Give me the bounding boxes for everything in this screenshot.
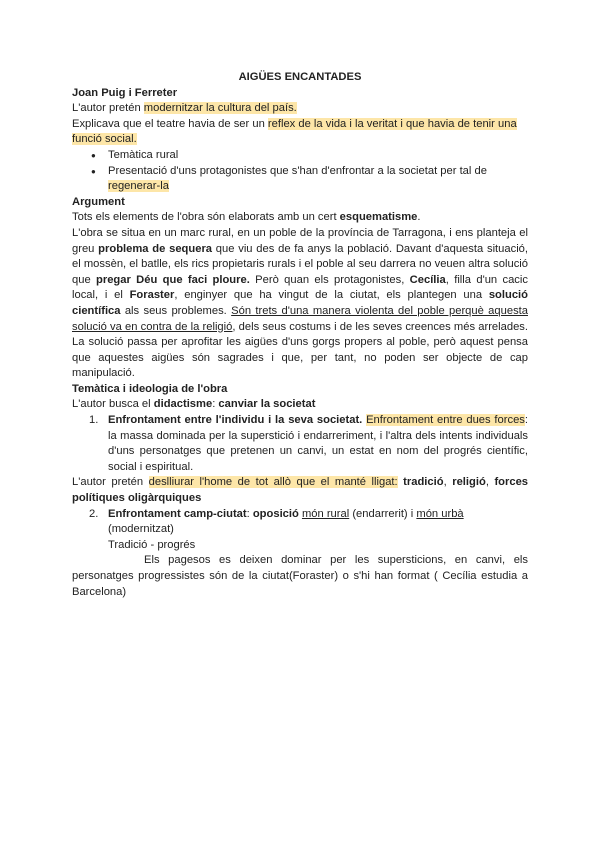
document-page xyxy=(72,70,528,600)
bold-text: religió xyxy=(452,476,486,489)
text: : xyxy=(246,507,253,520)
argument-paragraph-2 xyxy=(72,226,528,382)
item-number: 2. xyxy=(89,507,99,520)
text: . xyxy=(417,211,421,224)
underlined-text: món urbà xyxy=(416,507,464,520)
bold-text: forces polítiques oligàrquiques xyxy=(72,476,529,505)
item-body xyxy=(108,507,528,538)
argument-paragraph-1 xyxy=(72,210,528,226)
text: que viu des de fa anys la població. Davant d'aquesta situació, el mossèn, el batlle, els rics propietaris rurals i el poble al seu darrera no veuen altra solució que xyxy=(72,242,529,286)
text: , enginyer que ha vingut de la ciutat, els plantegen una xyxy=(174,289,489,302)
tradicio-progres: Tradició - progrés xyxy=(108,538,196,551)
highlight: Enfrontament entre dues forces xyxy=(366,414,525,427)
bold-text: didactisme xyxy=(153,398,213,411)
tematica-line xyxy=(72,475,528,506)
text: (endarrerit) i xyxy=(349,507,417,520)
highlight: regenerar-la xyxy=(108,180,169,193)
text: , xyxy=(443,476,453,489)
bullet-item xyxy=(108,164,528,195)
intro-paragraph-2 xyxy=(72,117,528,148)
bullet-list xyxy=(72,148,528,195)
item-body xyxy=(108,413,528,475)
bold-text: canviar la societat xyxy=(218,398,316,411)
bold-text: esquematisme xyxy=(339,211,418,224)
highlight: deslliurar l'home de tot allò que el manté lligat: xyxy=(148,476,398,489)
text: : la massa dominada per la superstició i endarreriment, i l'altra dels intents individuals d'uns personatges que pretenen un canvi, un estat en nom del progrés científic, social i espiritual. xyxy=(108,414,529,473)
text: Tots els elements de l'obra són elaborats amb un cert xyxy=(72,211,340,224)
document-title: AIGÜES ENCANTADES xyxy=(238,71,362,83)
final-paragraph: Els pagesos es deixen dominar per les supersticions, en canvi, els personatges progressistes són de la ciutat(Foraster) o s'hi han format ( Cecília estudia a Barcelona) xyxy=(72,554,528,598)
bold-text: Enfrontament camp-ciutat xyxy=(108,507,247,520)
bold-text: Enfrontament entre l'individu i la seva societat. xyxy=(108,414,363,427)
tematica-heading: Temàtica i ideologia de l'obra xyxy=(72,382,228,395)
numbered-item-2 xyxy=(72,507,528,538)
numbered-item-1 xyxy=(72,413,528,475)
intro-paragraph-1 xyxy=(72,101,528,117)
text: L'autor pretén xyxy=(72,102,144,115)
text: (modernitzat) xyxy=(108,523,174,536)
text: dels seus costums i de les seves creences més arrelades. La solució passa per aprofitar les aigües d'uns gorgs propers al poble, però aquest pensa que aquestes aigües són sagrades i que, per tant, no poden ser objecte de cap manipulació. xyxy=(72,320,529,380)
highlight: reflex de la vida i la veritat i que havia de tenir una funció social. xyxy=(72,117,517,146)
text: Temàtica rural xyxy=(108,148,179,161)
author-heading: Joan Puig i Ferreter xyxy=(72,86,178,99)
highlight: modernitzar la cultura del país. xyxy=(143,102,297,115)
text: L'autor pretén xyxy=(72,476,149,489)
text: L'autor busca el xyxy=(72,398,154,411)
bold-text: tradició xyxy=(403,476,444,489)
text: Però quan els protagonistes, xyxy=(249,273,410,286)
underlined-text: Són trets d'una manera violenta del poble perquè aquesta solució va en contra de la religió, xyxy=(72,304,528,333)
text: Explicava que el teatre havia de ser un xyxy=(72,117,268,130)
argument-heading: Argument xyxy=(72,195,125,208)
text: , xyxy=(485,476,495,489)
bullet-item xyxy=(108,148,528,164)
bold-text: Cecília xyxy=(409,273,446,286)
bold-text: Foraster xyxy=(129,289,175,302)
tematica-intro xyxy=(72,397,528,413)
bold-text: pregar Déu que faci ploure. xyxy=(96,273,250,286)
bold-text: solució científica xyxy=(72,289,528,317)
text: Presentació d'uns protagonistes que s'han d'enfrontar a la societat per tal de xyxy=(108,164,487,177)
text: L'obra se situa en un marc rural, en un poble de la província de Tarragona, i ens planteja el greu xyxy=(72,226,528,255)
underlined-text: món rural xyxy=(301,507,350,520)
text: , filla d'un cacic local, i el xyxy=(72,273,528,302)
bold-text: oposició xyxy=(252,507,299,520)
item-number: 1. xyxy=(89,414,99,427)
text: als seus problemes. xyxy=(120,304,232,317)
bold-text: problema de sequera xyxy=(98,242,213,255)
text: : xyxy=(212,398,219,411)
